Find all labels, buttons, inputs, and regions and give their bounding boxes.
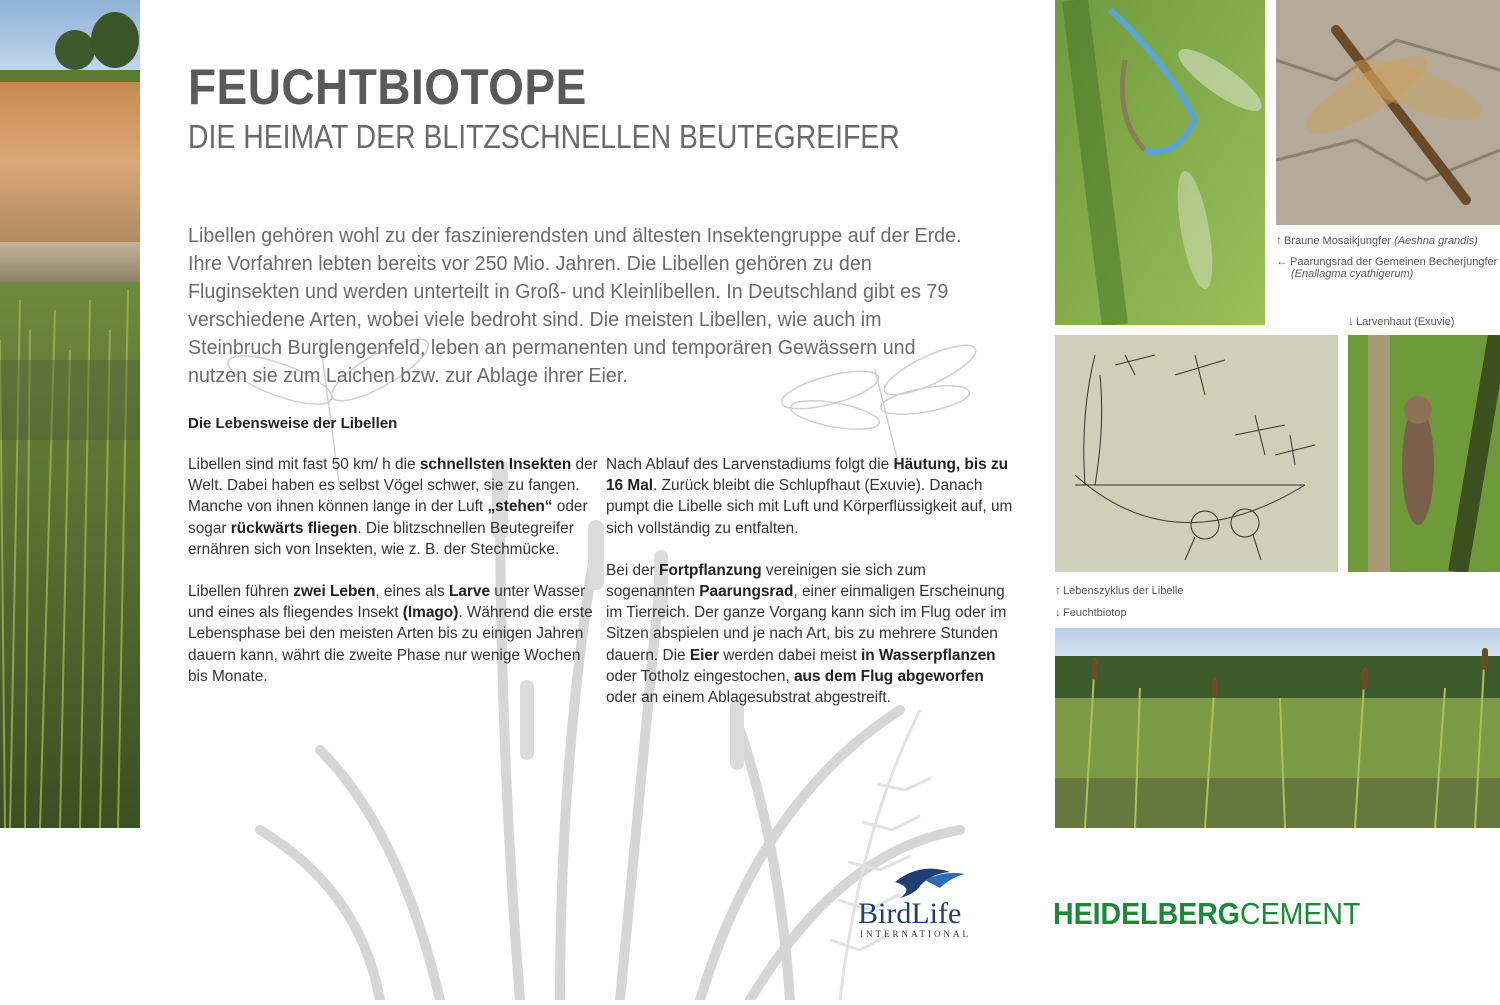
section-heading: Die Lebensweise der Libellen: [188, 415, 398, 432]
bold-run: schnellsten Insekten: [419, 456, 572, 473]
heidelbergcement-logo: [1053, 896, 1360, 932]
paragraph-reproduction: [606, 560, 1016, 708]
text-column-right: [606, 454, 1016, 729]
bold-run: aus dem Flug abgeworfen: [793, 667, 984, 685]
page-subtitle: DIE HEIMAT DER BLITZSCHNELLEN BEUTEGREIFER: [188, 118, 900, 155]
text-run: . Während die erste Lebensphase bei den meisten Arten bis zu einigen Jahren dauern kann, währt die zweite Phase nur wenige Wochen bis Monate.: [188, 604, 593, 685]
page-title: FEUCHTBIOTOPE: [188, 59, 587, 115]
birdlife-bird-icon: [855, 862, 990, 902]
text-run: Bei der: [606, 561, 660, 579]
quarry-landscape-image: [0, 0, 140, 828]
text-run: Libellen führen: [188, 583, 294, 601]
caption-exuvia: [1348, 314, 1454, 328]
logo-light-part: CEMENT: [1239, 896, 1361, 931]
lifecycle-drawing: [1055, 335, 1338, 572]
arrow-down-icon: ↓: [1055, 605, 1061, 619]
text-run: . Zurück bleibt die Schlupfhaut (Exuvie). Danach pumpt die Libelle sich mit Luft und Körperflüssigkeit auf, um sich vollständig zu entfalten.: [606, 477, 1013, 537]
exuvia-image: [1348, 335, 1500, 572]
bold-run: (Imago): [402, 604, 459, 622]
damselfly-mating-photo: [1055, 0, 1265, 325]
text-run: , eines als: [375, 583, 449, 601]
text-run: Libellen sind mit fast 50 km/ h die: [188, 456, 420, 473]
damselfly-mating-image: [1055, 0, 1265, 325]
bold-run: rückwärts fliegen: [230, 519, 358, 537]
text-run: Nach Ablauf des Larvenstadiums folgt die: [606, 456, 894, 473]
caption-text: Braune Mosaikjungfer: [1284, 235, 1395, 247]
text-run: oder Totholz eingestochen,: [606, 667, 794, 685]
birdlife-subtitle: INTERNATIONAL: [860, 929, 971, 939]
arrow-left-icon: ←: [1276, 254, 1288, 268]
caption-brown-hawker: [1276, 233, 1478, 247]
birdlife-wordmark: BirdLife: [858, 897, 962, 930]
caption-text: Lebenszyklus der Libelle: [1063, 585, 1184, 597]
paragraph-speed: [188, 454, 598, 560]
caption-lifecycle: [1055, 583, 1183, 597]
bold-run: „stehen“: [487, 498, 553, 516]
caption-text: Feuchtbiotop: [1063, 607, 1127, 619]
caption-text: Paarungsrad der Gemeinen Becherjungfer: [1290, 256, 1498, 268]
arrow-up-icon: ↑: [1276, 233, 1282, 247]
caption-latin: (Aeshna grandis): [1394, 235, 1478, 247]
arrow-up-icon: ↑: [1055, 583, 1061, 597]
bold-run: zwei Leben: [293, 583, 376, 601]
bold-run: Larve: [448, 583, 491, 601]
text-run: unter Wasser und eines als fliegendes Insekt: [188, 583, 586, 622]
paragraph-moulting: [606, 454, 1016, 539]
text-run: oder an einem Ablagesubstrat abgestreift.: [606, 689, 891, 707]
intro-paragraph: Libellen gehören wohl zu der faszinierendsten und ältesten Insektengruppe auf der Erde. Ihre Vorfahren lebten bereits vor 250 Mio. Jahren. Die Libellen gehören zu den Fluginsekten und werden unterteilt in Groß- und Kleinlibellen. In Deutschland gibt es 79 verschiedene Arten, wobei viele bedroht sind. Die meisten Libellen, wie auch im Steinbruch Burglengenfeld, leben an permanenten und temporären Gewässern und nutzen sie zum Laichen bzw. zur Ablage ihrer Eier.: [188, 224, 962, 387]
lifecycle-illustration: [1055, 335, 1338, 572]
caption-text: Larvenhaut (Exuvie): [1356, 316, 1455, 328]
exuvia-photo: [1348, 335, 1500, 572]
text-run: der Welt. Dabei haben es selbst Vögel schwer, sie zu fangen. Manche von ihnen können lange in der Luft: [188, 456, 598, 516]
brown-hawker-image: [1276, 0, 1500, 225]
quarry-landscape-photo: [0, 0, 140, 828]
bold-run: Paarungsrad: [699, 583, 794, 601]
wetland-image: [1055, 628, 1500, 828]
text-run: oder sogar: [188, 498, 588, 537]
caption-wetland: [1055, 605, 1127, 619]
bold-run: in Wasserpflanzen: [860, 646, 996, 664]
caption-latin: (Enallagma cyathigerum): [1291, 268, 1414, 280]
bold-run: Eier: [689, 646, 719, 664]
bold-run: Fortpflanzung: [659, 561, 762, 579]
caption-mating-wheel-latin: [1291, 268, 1413, 280]
text-run: werden dabei meist: [718, 646, 861, 664]
text-run: vereinigen sie sich zum sogenannten: [606, 561, 926, 601]
paragraph-two-lives: [188, 581, 598, 687]
wetland-photo: [1055, 628, 1500, 828]
caption-mating-wheel: [1276, 254, 1497, 268]
logo-bold-part: HEIDELBERG: [1053, 896, 1240, 931]
text-run: . Die blitzschnellen Beutegreifer ernähren sich von Insekten, wie z. B. der Stechmücke.: [188, 519, 574, 558]
arrow-down-icon: ↓: [1348, 314, 1354, 328]
text-run: , einer einmaligen Erscheinung im Tierreich. Der ganze Vorgang kann sich im Flug oder im Sitzen abspielen und je nach Art, bis zu mehrere Stunden dauern. Die: [606, 583, 1007, 664]
text-column-left: [188, 454, 598, 708]
bold-run: Häutung, bis zu 16 Mal: [606, 456, 1009, 495]
brown-hawker-photo: [1276, 0, 1500, 225]
